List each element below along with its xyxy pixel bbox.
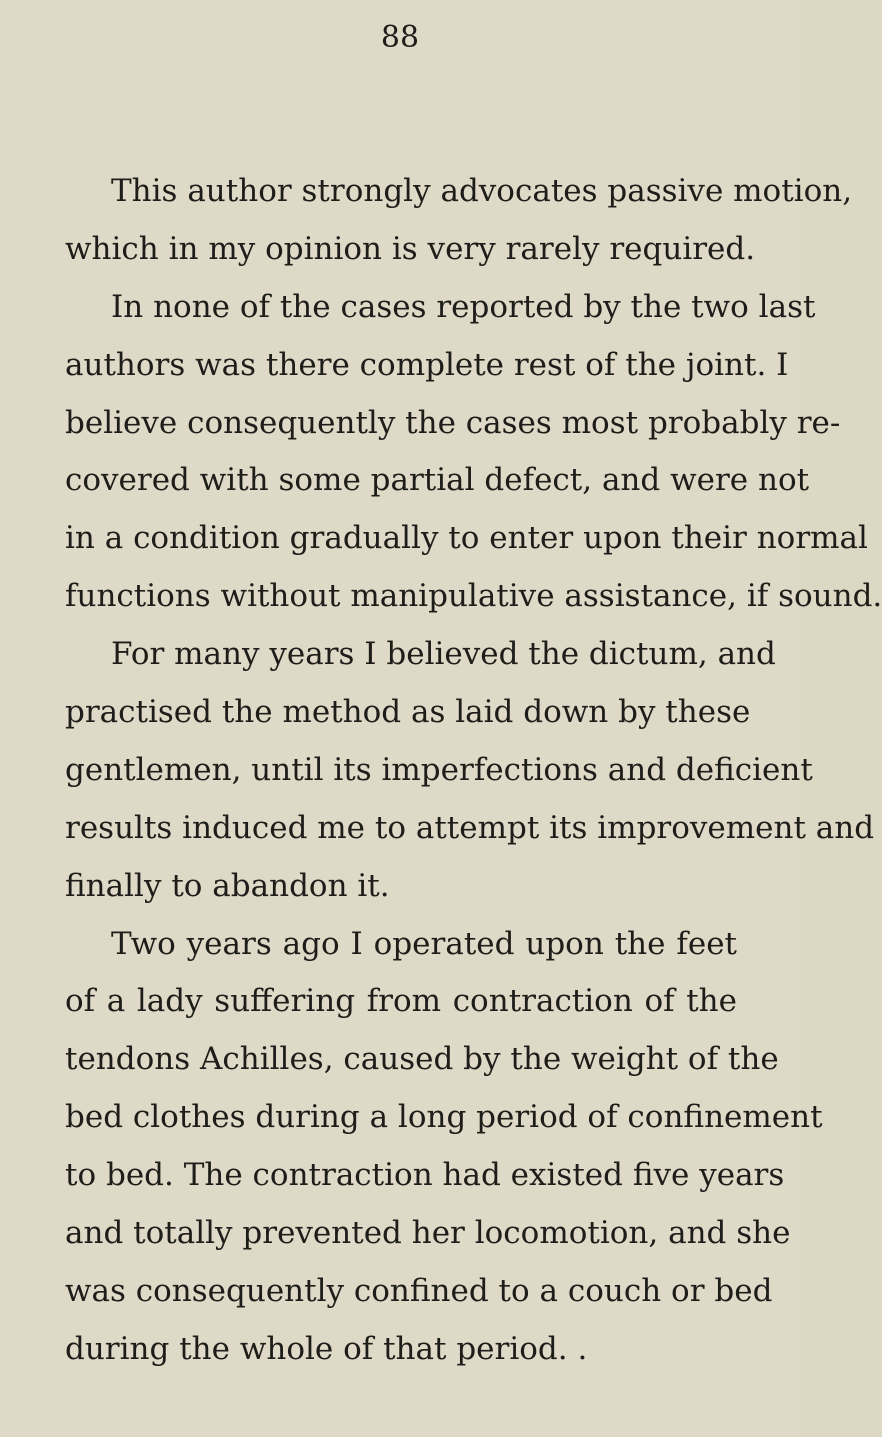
text-line: bed clothes during a long period of confinement [65,1099,823,1136]
text-line: which in my opinion is very rarely required. [65,230,756,267]
text-line: was consequently confined to a couch or bed [65,1272,773,1309]
text-line: covered with some partial defect, and were not [65,462,810,499]
text-line: authors was there complete rest of the joint. I [65,346,789,383]
text-line: Two years ago I operated upon the feet [111,925,737,962]
text-line: finally to abandon it. [65,867,390,904]
text-line: practised the method as laid down by these [65,694,751,731]
body-text [65,163,882,1379]
text-line: In none of the cases reported by the two last [111,288,816,325]
text-line: during the whole of that period. . [65,1330,588,1367]
page-number: 88 [380,20,420,55]
text-line: gentlemen, until its imperfections and deficient [65,751,813,788]
text-line: believe consequently the cases most probably re- [65,404,841,441]
text-line: tendons Achilles, caused by the weight of the [65,1041,779,1078]
text-line: and totally prevented her locomotion, and she [65,1215,791,1252]
text-line: This author strongly advocates passive motion, [111,173,853,209]
text-line: of a lady suffering from contraction of the [65,983,737,1020]
text-line: results induced me to attempt its improvement and [65,809,875,846]
text-line: functions without manipulative assistance, if sound. [65,578,882,615]
text-line: For many years I believed the dictum, and [111,636,776,673]
text-line: in a condition gradually to enter upon their normal [65,520,868,557]
text-line: to bed. The contraction had existed five years [65,1157,785,1194]
